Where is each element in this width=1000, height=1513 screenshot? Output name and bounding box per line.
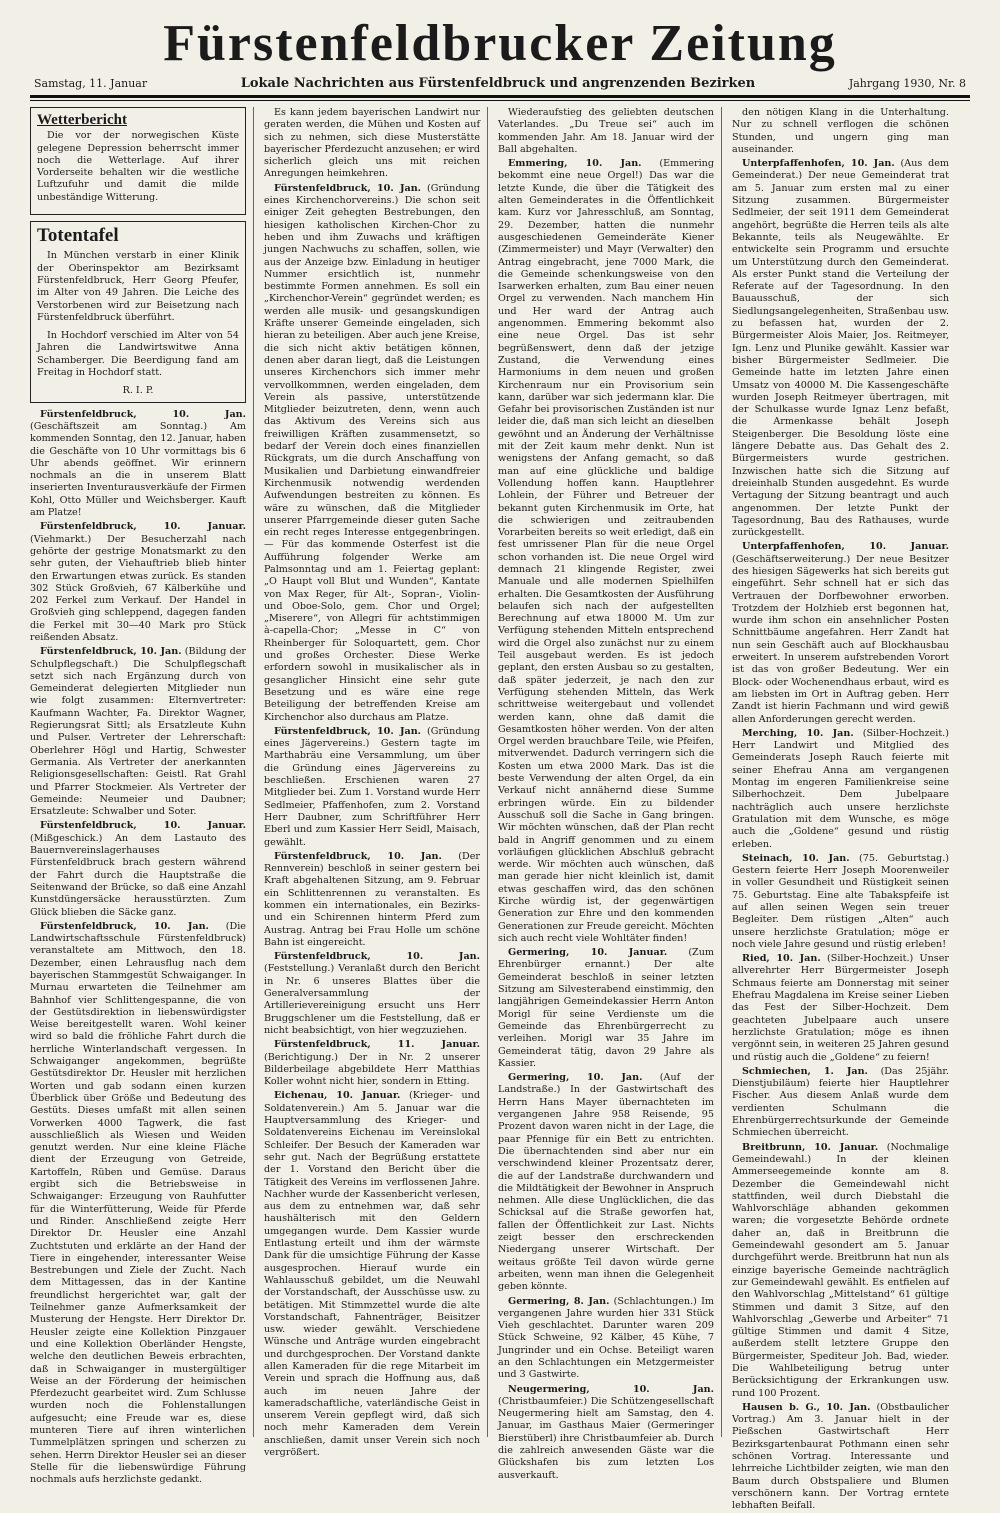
- article-body: (Zum Ehrenbürger ernannt.) Der alte Gemeinderat beschloß in seiner letzten Sitzung am Silvesterabend einstimmig, den langjährigen Gemeindekassier Herrn Anton Morigl für seine Verdienste um die Gemeinde das Ehrenbürgerrecht zu verleihen. Morigl war 35 Jahre im Gemeinderat tätig, davon 29 Jahre als Kassier.: [498, 947, 714, 1069]
- article-dateline: Germering, 8. Jan.: [508, 1295, 610, 1307]
- article-dateline: Neugermering, 10. Jan.: [508, 1383, 714, 1395]
- article-body: (Feststellung.) Veranlaßt durch den Bericht in Nr. 6 unseres Blattes über die Generalversammlung der Artillerievereinigung ersucht uns Herr Bruggschlener um die Feststellung, daß er nicht beabsichtigt, von hier wegzuziehen.: [264, 963, 480, 1036]
- article-body: (Emmering bekommt eine neue Orgel!) Das war die letzte Kunde, die über die Tätigkeit des alten Gemeinderates in die Öffentlichkeit kam. Kurz vor Jahresschluß, am Sonntag, 29. Dezember, hatten die nunmehr ausgeschiedenen Gemeinderäte Kiener (Zimmermeister) und Mayr (Verwalter) den Antrag eingebracht, jene 7000 Mark, die die Gemeinde schenkungsweise von den Isarwerken erhalten, zum Bau einer neuen Orgel zu verwenden. Nach manchem Hin und Her ward der Antrag auch angenommen. Emmering bekommt also eine neue Orgel. Das ist sehr begrüßenswert, denn daß der jetzige Zustand, die Verwendung eines Harmoniums in dem neuen und großen Kirchenraum nur ein Provisorium sein kann, darüber war sich jedermann klar. Die Gefahr bei provisorischen Zuständen ist nur leider die, daß man sich leicht an dieselben gewöhnt und an Änderung der Verhältnisse mit der Zeit kaum mehr denkt. Nun ist wenigstens der Anfang gemacht, so daß man auf eine glückliche und baldige Vollendung hoffen kann. Hauptlehrer Lohlein, der Führer und Betreuer der bekannt guten Kirchenmusik im Orte, hat die schwierigen und zeitraubenden Vorarbeiten bereits so weit erledigt, daß ein fest umrissener Plan für die neue Orgel schon vorhanden ist. Die neue Orgel wird demnach 21 klingende Register, zwei Manuale und alle modernen Spielhilfen erhalten. Die Gesamtkosten der Ausführung belaufen sich nach der aufgestellten Berechnung auf etwa 18000 M. Um zur Verfügung stehenden Mitteln entsprechend wird die Orgel also zunächst nur zu einem Teil ausgebaut werden. Es ist jedoch geplant, den ersten Ausbau so zu gestalten, daß später jederzeit, je nach den zur Verfügung stehenden Mitteln, das Werk schrittweise weitergebaut und vollendet werden kann, ohne daß damit die Gesamtkosten höher werden. Von der alten Orgel werden brauchbare Teile, wie Pfeifen, mitverwendet. Dadurch verringern sich die Kosten um etwa 2000 Mark. Das ist die beste Verwendung der alten Orgel, da ein Verkauf nicht annähernd diese Summe erbringen würde. Ein zu bildender Ausschuß soll die Sache in Gang bringen. Wir möchten wünschen, daß der Plan recht bald in Angriff genommen und zu einem vorläufigen glücklichen Abschluß gebracht werde. Wir möchten auch wünschen, daß man gerade hier nicht kleinlich ist, damit etwas geschaffen wird, das den schönen Kirche würdig ist, der gegenwärtigen Generation zur Ehre und den kommenden Generationen zur Freude gereicht. Möchten sich auch recht viele Wohltäter finden!: [498, 158, 714, 944]
- news-article: [732, 853, 949, 951]
- article-body: Es kann jedem bayerischen Landwirt nur geraten werden, die Mühen und Kosten auf sich zu nehmen, sich diese Musterstätte bayerischer Pferdezucht anzusehen; er wird sicherlich gleich uns mit reichen Anregungen heimkehren.: [264, 107, 480, 180]
- article-dateline: Breitbrunn, 10. Januar.: [742, 1141, 879, 1153]
- column-2: [264, 107, 488, 1459]
- obituary-rip: R. I. P.: [122, 385, 154, 397]
- masthead-rule-thick: [30, 95, 970, 98]
- article-dateline: Unterpfaffenhofen, 10. Jan.: [742, 158, 895, 170]
- article-columns: [30, 107, 970, 1512]
- article-dateline: Germering, 10. Jan.: [508, 1072, 643, 1084]
- article-dateline: Fürstenfeldbruck, 10. Jan.: [40, 646, 182, 658]
- article-dateline: Germering, 10. Januar.: [508, 947, 668, 959]
- obituary-text-1: In München verstarb in einer Klinik der Oberinspektor am Bezirksamt Fürstenfeldbruck, Herr Georg Pfeufer, im Alter von 49 Jahren. Die Leiche des Verstorbenen wird zur Beisetzung nach Fürstenfeldbruck überführt.: [37, 250, 239, 323]
- news-article: [498, 947, 714, 1070]
- article-body: (Viehmarkt.) Der Besucherzahl nach gehörte der gestrige Monatsmarkt zu den sehr guten, der Viehauftrieb blieb hinter den Erwartungen etwas zurück. Es standen 302 Stück Großvieh, 67 Kälberkühe und 202 Ferkel zum Verkauf. Der Handel in Großvieh ging schleppend, dagegen fanden die Ferkel mit 30—40 Mark pro Stück reißenden Absatz.: [30, 533, 246, 643]
- news-article: [30, 521, 246, 644]
- article-dateline: Emmering, 10. Jan.: [508, 158, 642, 170]
- news-article: [264, 851, 480, 949]
- article-body: (Schlachtungen.) Im vergangenen Jahre wurden hier 331 Stück Vieh geschlachtet. Darunter waren 209 Stück Schweine, 92 Kälber, 45 Kühe, 7 Jungrinder und ein Ochse. Beteiligt waren an den Schlachtungen ein Metzgermeister und 3 Gastwirte.: [498, 1295, 714, 1381]
- weather-box: [30, 107, 246, 215]
- column-1-articles: [30, 409, 246, 1487]
- article-body: (Bildung der Schulpflegschaft.) Die Schulpflegschaft setzt sich nach Ergänzung durch von Gemeinderat delegierten Mitglieder nun wie folgt zusammen: Elternvertreter: Kaufmann Wachter, Fa. Direktor Wagner, Regierungsrat Sittl; als Ersatzleute Kuhn und Pulser. Vertreter der Lehrerschaft: Oberlehrer Högl und Hartig, Schwester Germania. Als Vertreter der anerkannten Religionsgesellschaften: Geistl. Rat Grahl und Pfarrer Stockmeier. Als Vertreter der Gemeinde: Neumeier und Daubner; Ersatzleute: Schwalber und Soter.: [30, 646, 246, 818]
- news-article: [732, 158, 949, 539]
- news-article: [30, 646, 246, 818]
- masthead-rule-thin: [30, 100, 970, 101]
- article-body: (Mißgeschick.) An dem Lastauto des Bauernvereinslagerhauses Fürstenfeldbruck brach gestern während der Fahrt durch die Hauptstraße die Seitenwand der Brücke, so daß eine Anzahl Kunstdüngersäcke herausstürzten. Zum Glück blieben die Säcke ganz.: [30, 832, 246, 918]
- article-body: (Der Rennverein) beschloß in seiner gestern bei Kraft abgehaltenen Sitzung, am 9. Februar ein Schlittenrennen zu veranstalten. Es kommen ein internationales, ein Bezirks- und ein Schirennen hinterm Pferd zum Austrag. Antrag bei Frau Holle um schöne Bahn ist eingereicht.: [264, 850, 480, 948]
- news-article: [732, 1402, 949, 1513]
- column-1: [30, 107, 254, 1486]
- article-body: (Christbaumfeier.) Die Schützengesellschaft Neugermering hielt am Samstag, den 4. Januar, im Gasthaus Maier (Germeringer Bierstüberl) ihre Christbaumfeier ab. Durch die zahlreich anwesenden Gäste war die Glückshafen bis zum letzten Los ausverkauft.: [498, 1395, 714, 1481]
- article-dateline: Schmiechen, 1. Jan.: [742, 1065, 868, 1077]
- article-body: (Das 25jähr. Dienstjubiläum) feierte hier Hauptlehrer Fischer. Aus diesem Anlaß wurde dem verdienten Schulmann die Ehrenbürgerrechtsurkunde der Gemeinde Schmiechen überreicht.: [732, 1065, 949, 1139]
- article-dateline: Unterpfaffenhofen, 10. Januar.: [742, 541, 949, 553]
- column-4: [732, 107, 956, 1512]
- news-article: [264, 951, 480, 1037]
- article-body: (Nochmalige Gemeindewahl.) In der kleinen Ammerseegemeinde konnte am 8. Dezember die Gemeindewahl nicht stattfinden, weil durch Diebstahl die Wahlvorschläge abhanden gekommen waren; die vorgesetzte Behörde ordnete daher an, daß in Breitbrunn die Gemeindewahl gesondert am 5. Januar durchgeführt werde. Breitbrunn hat nun als einzige bayerische Gemeinde nachträglich zur Gemeindewahl gewählt. Es entfielen auf den Wahlvorschlag „Mittelstand“ 61 gültige Stimmen und damit 3 Sitze, auf den Wahlvorschlag „Gewerbe und Arbeiter“ 71 gültige Stimmen und damit 4 Sitze, außerdem stellt letztere Gruppe den Bürgermeister, Spediteur Joh. Bad, wieder. Die Wahlbeteiligung betrug unter Berücksichtigung der Erkrankungen usw. rund 100 Prozent.: [732, 1141, 949, 1399]
- news-article: [264, 183, 480, 724]
- article-body: (Auf der Landstraße.) In der Gastwirtschaft des Herrn Hans Mayer übernachteten im vergangenen Jahre 958 Reisende, 95 Prozent davon waren nicht in der Lage, die paar Pfennige für ein Bett zu entrichten. Die übernachtenden sind aber nur ein verschwindend kleiner Prozentsatz derer, die auf der Landstraße durchwandern und die Mildtätigkeit der Bewohner in Anspruch nehmen. Alle diese Unglücklichen, die das Schicksal auf die Straße geworfen hat, fallen der Öffentlichkeit zur Last. Nichts zeigt besser den erschreckenden Niedergang unserer Wirtschaft. Der weitaus größte Teil davon würde gerne arbeiten, wenn man ihnen die Gelegenheit geben könnte.: [498, 1072, 714, 1293]
- article-body: (Silber-Hochzeit.) Unser allverehrter Herr Bürgermeister Joseph Schmaus feierte am Donnerstag mit seiner Ehefrau Magdalena im Kreise seiner Lieben das Fest der Silber-Hochzeit. Dem geachteten Jubelpaare auch unsere herzlichste Gratulation; möge es ihnen vergönnt sein, in weiteren 25 Jahren gesund und rüstig auch die „Goldene“ zu feiern!: [732, 953, 949, 1063]
- obituary-title: Totentafel: [37, 225, 119, 247]
- issue-date: Samstag, 11. Januar: [34, 77, 148, 90]
- article-body: den nötigen Klang in die Unterhaltung. Nur zu schnell verflogen die schönen Stunden, und ungern ging man auseinander.: [732, 107, 949, 155]
- news-article: [732, 1066, 949, 1140]
- article-body: (Gründung eines Kirchenchorvereins.) Die schon seit einiger Zeit gehegten Bestrebungen, den hiesigen katholischen Kirchen-Chor zu heben und ihm Zuwachs und kräftigen jungen Nachwuchs zu schaffen, sollen, wie aus der Anzeige bzw. Einladung in heutiger Nummer ersichtlich ist, nunmehr bestimmte Formen annehmen. Es soll ein „Kirchenchor-Verein“ gegründet werden; es werden alle musik- und gesangskundigen Kräfte unserer Gemeinde eingeladen, sich hieran zu beteiligen. Aber auch jene Kreise, die sich nicht aktiv betätigen können, denen aber daran liegt, daß die Leistungen unseres Kirchenchors sich immer mehr vervollkommnen, werden eingeladen, dem Verein als passive, unterstützende Mitglieder beizutreten, denn, wenn auch das Aktivum des Vereins sich aus freiwilligen Kräften zusammensetzt, so bedarf der Verein doch eines finanziellen Rückgrats, um die durch Anschaffung von Musikalien und Darbietung einwandfreier Kirchenmusik notwendig werdenden Aufwendungen bestreiten zu können. Es wäre zu wünschen, daß die Mitglieder unserer Pfarrgemeinde dieser guten Sache ein recht reges Interesse entgegenbringen. — Für das kommende Osterfest ist die Aufführung folgender Werke am Palmsonntag und am 1. Feiertag geplant: „O Haupt voll Blut und Wunden“, Kantate von Max Reger, für Alt-, Sopran-, Violin- und Oboe-Solo, gem. Chor und Orgel; „Miserere“, von Allegri für achtstimmigen à-capella-Chor; „Messe in C“ von Rheinberger für Soloquartett, gem. Chor und großes Orchester. Diese Werke erfordern sowohl in musikalischer als in gesanglicher Hinsicht eine sehr gute Besetzung und es wäre eine rege Beteiligung der betreffenden Kreise am Kirchenchor also durchaus am Platze.: [264, 182, 480, 723]
- obituary-box: [30, 221, 246, 403]
- news-article: [732, 107, 949, 156]
- masthead: [30, 14, 970, 101]
- masthead-info-row: [30, 76, 970, 91]
- article-dateline: Fürstenfeldbruck, 10. Jan.: [40, 408, 246, 420]
- article-dateline: Ried, 10. Jan.: [742, 953, 821, 965]
- news-article: [732, 728, 949, 851]
- weather-title: Wetterbericht: [37, 112, 127, 128]
- article-body: (Geschäftserweiterung.) Der neue Besitzer des hiesigen Sägewerks hat sich bereits gut eingeführt. Sehr schnell hat er sich das Vertrauen der Dorfbewohner erworben. Trotzdem der Holzhieb erst begonnen hat, wurde ihm schon ein ansehnlicher Posten Schnittbäume angefahren. Herr Zandt hat nun sein Geschäft auch auf Blockhausbau erweitert. In unserem aufstrebenden Vorort ist das von großer Bedeutung. Wer ein Block- oder Wochenendhaus erbaut, wird es am liebsten im Ort in Auftrag geben. Herr Zandt ist hierin Fachmann und wird gewiß allen Anforderungen gerecht werden.: [732, 553, 949, 725]
- article-dateline: Fürstenfeldbruck, 10. Jan.: [274, 182, 422, 194]
- article-dateline: Hausen b. G., 10. Jan.: [742, 1401, 871, 1413]
- news-article: [498, 1296, 714, 1382]
- article-dateline: Merching, 10. Jan.: [742, 727, 854, 739]
- news-article: [498, 1384, 714, 1482]
- article-dateline: Fürstenfeldbruck, 10. Jan.: [274, 850, 442, 862]
- news-article: [264, 1039, 480, 1088]
- news-article: [498, 107, 714, 156]
- weather-text: Die vor der norwegischen Küste gelegene Depression beherrscht immer noch die Wetterlage. Auf ihrer Vorderseite behalten wir die westliche Luftzufuhr und damit die milde unbeständige Witterung.: [37, 130, 239, 203]
- news-article: [30, 820, 246, 918]
- article-dateline: Steinach, 10. Jan.: [742, 852, 850, 864]
- newspaper-title: Fürstenfeldbrucker Zeitung: [163, 15, 837, 72]
- article-body: (Obstbaulicher Vortrag.) Am 3. Januar hielt in der Pießschen Gastwirtschaft Herr Bezirksgartenbaurat Pothmann einen sehr schönen Vortrag. Interessante und lehrreiche Lichtbilder zeigten, wie man den Baum durch Obstspaliere und Blumen verschönern kann. Der Vortrag erntete lebhaften Beifall.: [732, 1401, 949, 1512]
- article-body: (Berichtigung.) Der in Nr. 2 unserer Bilderbeilage abgebildete Herr Matthias Koller wohnt nicht hier, sondern in Etting.: [264, 1051, 480, 1088]
- article-body: (Aus dem Gemeinderat.) Der neue Gemeinderat trat am 5. Januar zum ersten mal zu einer Sitzung zusammen. Bürgermeister Sedlmeier, der seit 1911 dem Gemeinderat angehört, begrüßte die Herren teils als alte Bekannte, teils als Neugewählte. Er entwickelte sein Programm und ersuchte um Unterstützung durch den Gemeinderat. Als erster Punkt stand die Verteilung der Referate auf der Tagesordnung. In den Bauausschuß, der sich Siedlungsangelegenheiten, Straßenbau usw. zu befassen hat, wurden der 2. Bürgermeister Alois Maier, Jos. Reitmeyer, Ign. Lenz und Plunike gewählt. Kassier war bisher Bürgermeister Sedlmeier. Die Gemeinde hatte im letzten Jahre einen Umsatz von 40000 M. Die Kassengeschäfte wurden Joseph Reitmeyer übertragen, mit der Schulkasse wurde Ignaz Lenz befaßt, die Armenkasse behält Joseph Steigenberger. Die Besoldung löste eine längere Debatte aus. Das Gehalt des 2. Bürgermeisters wurde gestrichen. Inzwischen hatte sich die Sitzung auf dreieinhalb Stunden ausgedehnt. Es wurde Vertagung der Sitzung beantragt und auch angenommen. Der letzte Punkt der Tagesordnung, Bau des Rathauses, wurde zurückgestellt.: [732, 158, 949, 539]
- news-article: [498, 1072, 714, 1293]
- news-article: [732, 1142, 949, 1400]
- obituary-text-2: In Hochdorf verschied im Alter von 54 Jahren die Landwirtswitwe Anna Schamberger. Die Beerdigung fand am Freitag in Hochdorf statt.: [37, 330, 239, 379]
- news-article: [264, 107, 480, 181]
- news-article: [732, 953, 949, 1064]
- article-dateline: Fürstenfeldbruck, 11. Januar.: [274, 1039, 480, 1051]
- column-4-articles: [732, 107, 949, 1513]
- news-article: [498, 158, 714, 945]
- article-body: (Gründung eines Jägervereins.) Gestern tagte im Marthabräu eine Versammlung, um über die Gründung eines Jägervereins zu beschließen. Erschienen waren 27 Mitglieder bei. Zum 1. Vorstand wurde Herr Sedlmeier, Pfaffenhofen, zum 2. Vorstand Herr Daubner, zum Schriftführer Herr Eberl und zum Kassier Herr Seidl, Maisach, gewählt.: [264, 725, 480, 848]
- article-body: (Die Landwirtschaftsschule Fürstenfeldbruck) veranstaltete am Mittwoch, den 18. Dezember, einen Lehrausflug nach dem bayerischen Stammgestüt Schwaiganger. In Murnau erwarteten die Teilnehmer am Bahnhof vier Schlittengespanne, die von der Gestütsdirektion in liebenswürdigster Weise bereitgestellt waren. Wohl keiner wird so bald die fröhliche Fahrt durch die herrliche Winterlandschaft vergessen. In Schwaiganger angekommen, begrüßte Gestütsdirektor Dr. Heusler mit herzlichen Worten und gab sodann einen kurzen Überblick über Größe und Bedeutung des Gestüts. Dieses umfaßt mit allen seinen Vorwerken 4000 Tagwerk, die fast ausschließlich als Wiesen und Weiden genutzt werden. Nur eine kleine Fläche dient der Erzeugung von Getreide, Kartoffeln, Rüben und Gemüse. Daraus ergibt sich die Betriebsweise in Schwaiganger: Erzeugung von Rauhfutter für die Winterfütterung, Weide für Pferde und Rinder. Anschließend zeigte Herr Direktor Dr. Heusler eine Anzahl Zuchtstuten und erklärte an der Hand der Tiere in eingehender, interessanter Weise Bestrebungen und Ziele der Zucht. Nach dem Mittagessen, das in der Kantine freundlichst hergerichtet war, galt der Teilnehmer ganze Aufmerksamkeit der Musterung der Hengste. Herr Direktor Dr. Heusler zeigte eine Kollektion Pinzgauer und eine Kollektion Oberländer Hengste, welche den deutlichen Beweis erbrachten, daß in Schwaiganger in mustergültiger Weise an der Förderung der heimischen Pferdezucht gearbeitet wird. Zum Schlusse wurden noch die Fohlenstallungen aufgesucht; eine Freude war es, diese munteren Tiere auf ihren winterlichen Tummelplätzen springen und scherzen zu sehen. Herrn Direktor Heusler sei an dieser Stelle für die liebenswürdige Führung nochmals aufs herzlichste gedankt.: [30, 920, 246, 1486]
- article-dateline: Eichenau, 10. Januar.: [274, 1090, 401, 1102]
- article-dateline: Fürstenfeldbruck, 10. Januar.: [40, 521, 246, 533]
- article-body: (75. Geburtstag.) Gestern feierte Herr Joseph Moorenweiler in voller Gesundheit und Rüstigkeit seinen 75. Geburtstag. Eine alte Tabakspfeife ist auf allen seinen Wegen sein treuer Begleiter. Dem rüstigen „Alten“ auch unsere herzlichste Gratulation; möge er noch viele Jahre gesund und rüstig erleben!: [732, 852, 949, 950]
- column-2-articles: [264, 107, 480, 1459]
- column-3-articles: [498, 107, 714, 1482]
- article-body: Wiederaufstieg des geliebten deutschen Vaterlandes. „Du Treue sei“ auch im kommenden Jahr. Am 18. Januar wird der Ball abgehalten.: [498, 107, 714, 155]
- news-article: [30, 409, 246, 520]
- column-3: [498, 107, 722, 1481]
- article-body: (Geschäftszeit am Sonntag.) Am kommenden Sonntag, den 12. Januar, haben die Geschäfte von 10 Uhr vormittags bis 6 Uhr abends geöffnet. Wir erinnern nochmals an die in unserem Blatt inserierten Inventurausverkäufe der Firmen Kohl, Otto Müller und Weichsberger. Kauft am Platze!: [30, 420, 246, 519]
- article-dateline: Fürstenfeldbruck, 10. Januar.: [40, 820, 246, 832]
- news-article: [264, 726, 480, 849]
- news-article: [30, 921, 246, 1487]
- article-body: (Krieger- und Soldatenverein.) Am 5. Januar war die Hauptversammlung des Krieger- und Soldatenvereins Eichenau im Vereinslokal Schleifer. Der Besuch der Kameraden war sehr gut. Nach der Begrüßung erstattete der 1. Vorstand den Bericht über die Tätigkeit des Vereins im verflossenen Jahre. Nachher wurde der Kassenbericht verlesen, aus dem zu entnehmen war, daß sehr haushälterisch mit den Geldern umgegangen wurde. Dem Kassier wurde Entlastung erteilt und ihm der wärmste Dank für die umsichtige Führung der Kasse ausgesprochen. Hierauf wurde ein Wahlausschuß gebildet, um die Neuwahl der Vorstandschaft, der Ausschüsse usw. zu betätigen. Mit Stimmzettel wurde die alte Vorstandschaft, Fahnenträger, Beisitzer usw. wieder gewählt. Verschiedene Wünsche und Anträge wurden eingebracht und durchgesprochen. Der Vorstand dankte allen Kameraden für die rege Mitarbeit im Verein und sprach die Hoffnung aus, daß auch im neuen Jahre der kameradschaftliche, vaterländische Geist in unserem Verein gepflegt wird, daß sich noch mehr Kameraden dem Verein anschließen, damit unser Verein sich noch vergrößert.: [264, 1090, 480, 1459]
- news-article: [732, 541, 949, 725]
- article-dateline: Fürstenfeldbruck, 10. Jan.: [274, 725, 422, 737]
- newspaper-subtitle: Lokale Nachrichten aus Fürstenfeldbruck und angrenzenden Bezirken: [240, 76, 756, 91]
- article-dateline: Fürstenfeldbruck, 10. Jan.: [274, 951, 480, 963]
- article-body: (Silber-Hochzeit.) Herr Landwirt und Mitglied des Gemeinderats Joseph Rauch feierte mit seiner Ehefrau Anna am vergangenen Montag im engeren Familienkreise seine Silberhochzeit. Dem Jubelpaare nachträglich auch unsere herzlichste Gratulation mit dem Wunsche, es möge auch die „Goldene“ gesund und rüstig erleben.: [732, 727, 949, 850]
- article-dateline: Fürstenfeldbruck, 10. Jan.: [40, 920, 209, 932]
- issue-number: Jahrgang 1930, Nr. 8: [848, 77, 966, 90]
- news-article: [264, 1090, 480, 1459]
